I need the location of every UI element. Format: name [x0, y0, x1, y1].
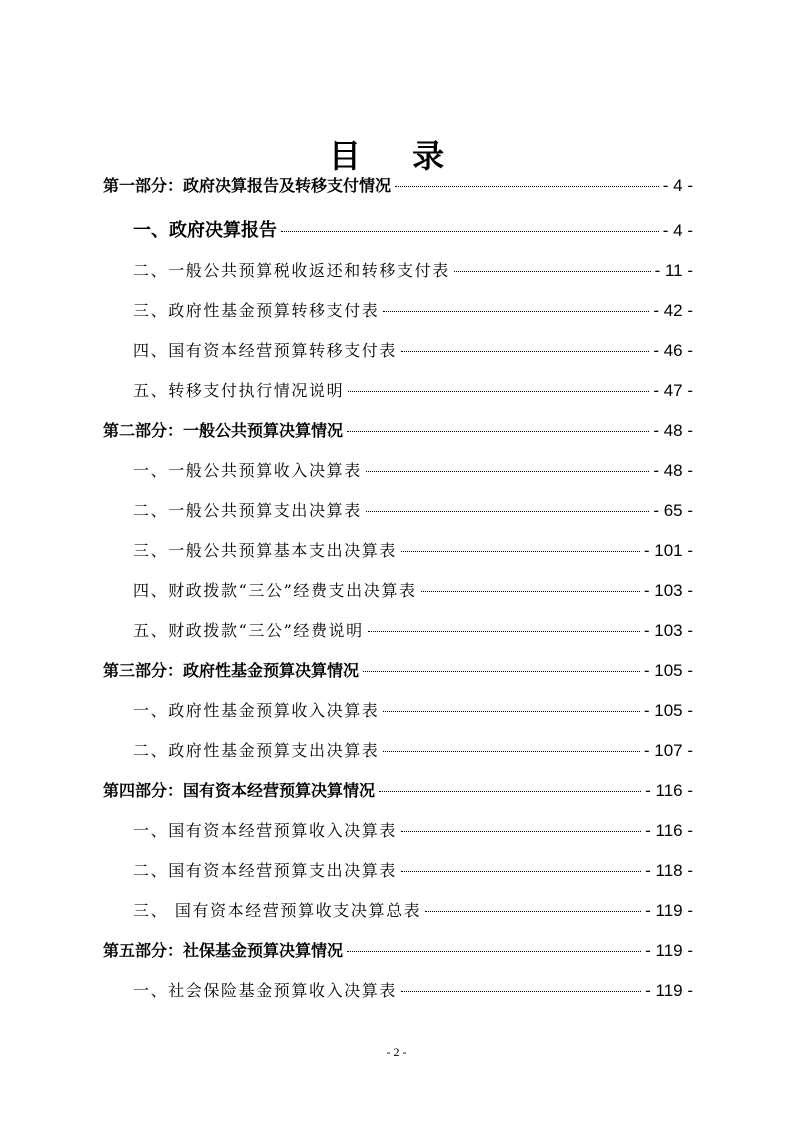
dot-leader — [366, 511, 650, 512]
toc-entry-page: - 101 - — [643, 541, 693, 560]
page-number: - 2 - — [386, 1045, 407, 1059]
toc-entry-page: - 48 - — [653, 421, 693, 440]
toc-item-2-2[interactable] — [133, 497, 693, 525]
dot-leader — [421, 591, 640, 592]
dot-leader — [383, 311, 649, 312]
toc-entry-label: 二、国有资本经营预算支出决算表 — [133, 861, 398, 880]
dot-leader — [347, 431, 649, 432]
page-title: 目 录 — [328, 137, 465, 175]
toc-part-3[interactable] — [103, 657, 693, 685]
dot-leader — [281, 231, 659, 232]
toc-entry-page: - 11 - — [654, 261, 693, 280]
toc-item-4-1[interactable] — [133, 817, 693, 845]
toc-item-2-5[interactable] — [133, 617, 693, 645]
toc-entry-page: - 4 - — [662, 176, 693, 195]
toc-entry-page: - 119 - — [645, 901, 693, 920]
toc-item-2-4[interactable] — [133, 577, 693, 605]
dot-leader — [379, 791, 641, 792]
toc-entry-label: 二、政府性基金预算支出决算表 — [133, 741, 380, 760]
toc-entry-page: - 105 - — [643, 701, 693, 720]
toc-entry-page: - 103 - — [643, 581, 693, 600]
toc-entry-page: - 116 - — [645, 781, 693, 800]
toc-item-5-1[interactable] — [133, 977, 693, 1005]
toc-item-2-1[interactable] — [133, 457, 693, 485]
toc-entry-label: 三、一般公共预算基本支出决算表 — [133, 541, 398, 560]
toc-entry-label: 第五部分：社保基金预算决算情况 — [103, 941, 344, 960]
toc-part-2[interactable] — [103, 417, 693, 445]
toc-item-3-2[interactable] — [133, 737, 693, 765]
dot-leader — [454, 271, 651, 272]
dot-leader — [383, 751, 639, 752]
toc-entry-label: 四、财政拨款“三公”经费支出决算表 — [133, 581, 417, 600]
toc-entry-page: - 105 - — [643, 661, 693, 680]
dot-leader — [348, 391, 649, 392]
toc-entry-page: - 47 - — [653, 381, 693, 400]
toc-item-4-2[interactable] — [133, 857, 693, 885]
toc-entry-page: - 65 - — [653, 501, 693, 520]
toc-entry-label: 二、一般公共预算支出决算表 — [133, 501, 362, 520]
toc-entry-page: - 116 - — [645, 821, 693, 840]
toc-entry-label: 第三部分：政府性基金预算决算情况 — [103, 661, 360, 680]
toc-entry-label: 二、一般公共预算税收返还和转移支付表 — [133, 261, 450, 280]
toc-entry-label: 五、财政拨款“三公”经费说明 — [133, 621, 364, 640]
toc-item-1-1[interactable] — [133, 217, 693, 245]
toc-entry-page: - 118 - — [645, 861, 693, 880]
dot-leader — [368, 631, 640, 632]
toc-entry-label: 五、转移支付执行情况说明 — [133, 381, 345, 400]
dot-leader — [401, 351, 649, 352]
toc-entry-page: - 42 - — [653, 301, 693, 320]
toc-item-3-1[interactable] — [133, 697, 693, 725]
dot-leader — [401, 871, 641, 872]
toc-entry-page: - 103 - — [643, 621, 693, 640]
toc-item-1-4[interactable] — [133, 337, 693, 365]
toc-part-5[interactable] — [103, 937, 693, 965]
toc-entry-label: 第四部分：国有资本经营预算决算情况 — [103, 781, 376, 800]
toc-entry-label: 一、国有资本经营预算收入决算表 — [133, 821, 398, 840]
dot-leader — [395, 186, 659, 187]
dot-leader — [401, 991, 641, 992]
toc-part-1[interactable] — [103, 172, 693, 200]
dot-leader — [401, 831, 641, 832]
toc-entry-label: 三、政府性基金预算转移支付表 — [133, 301, 380, 320]
dot-leader — [401, 551, 640, 552]
toc-entry-page: - 119 - — [645, 941, 693, 960]
toc-entry-page: - 4 - — [662, 221, 693, 240]
toc-entry-label: 一、一般公共预算收入决算表 — [133, 461, 362, 480]
toc-item-1-3[interactable] — [133, 297, 693, 325]
dot-leader — [366, 471, 650, 472]
dot-leader — [347, 951, 641, 952]
toc-item-1-2[interactable] — [133, 257, 693, 285]
toc-entry-page: - 48 - — [653, 461, 693, 480]
toc-item-1-5[interactable] — [133, 377, 693, 405]
toc-part-4[interactable] — [103, 777, 693, 805]
toc-entry-label: 三、 国有资本经营预算收支决算总表 — [133, 901, 422, 920]
toc-entry-label: 四、国有资本经营预算转移支付表 — [133, 341, 398, 360]
toc-item-4-3[interactable] — [133, 897, 693, 925]
dot-leader — [363, 671, 640, 672]
dot-leader — [425, 911, 641, 912]
toc-entry-page: - 107 - — [643, 741, 693, 760]
toc-entry-label: 一、政府决算报告 — [133, 220, 277, 241]
dot-leader — [383, 711, 639, 712]
toc-entry-label: 一、社会保险基金预算收入决算表 — [133, 981, 398, 1000]
toc-entry-label: 第二部分：一般公共预算决算情况 — [103, 421, 344, 440]
toc-entry-page: - 119 - — [645, 981, 693, 1000]
toc-item-2-3[interactable] — [133, 537, 693, 565]
toc-entry-label: 一、政府性基金预算收入决算表 — [133, 701, 380, 720]
toc-entry-label: 第一部分：政府决算报告及转移支付情况 — [103, 176, 392, 195]
toc-entry-page: - 46 - — [653, 341, 693, 360]
